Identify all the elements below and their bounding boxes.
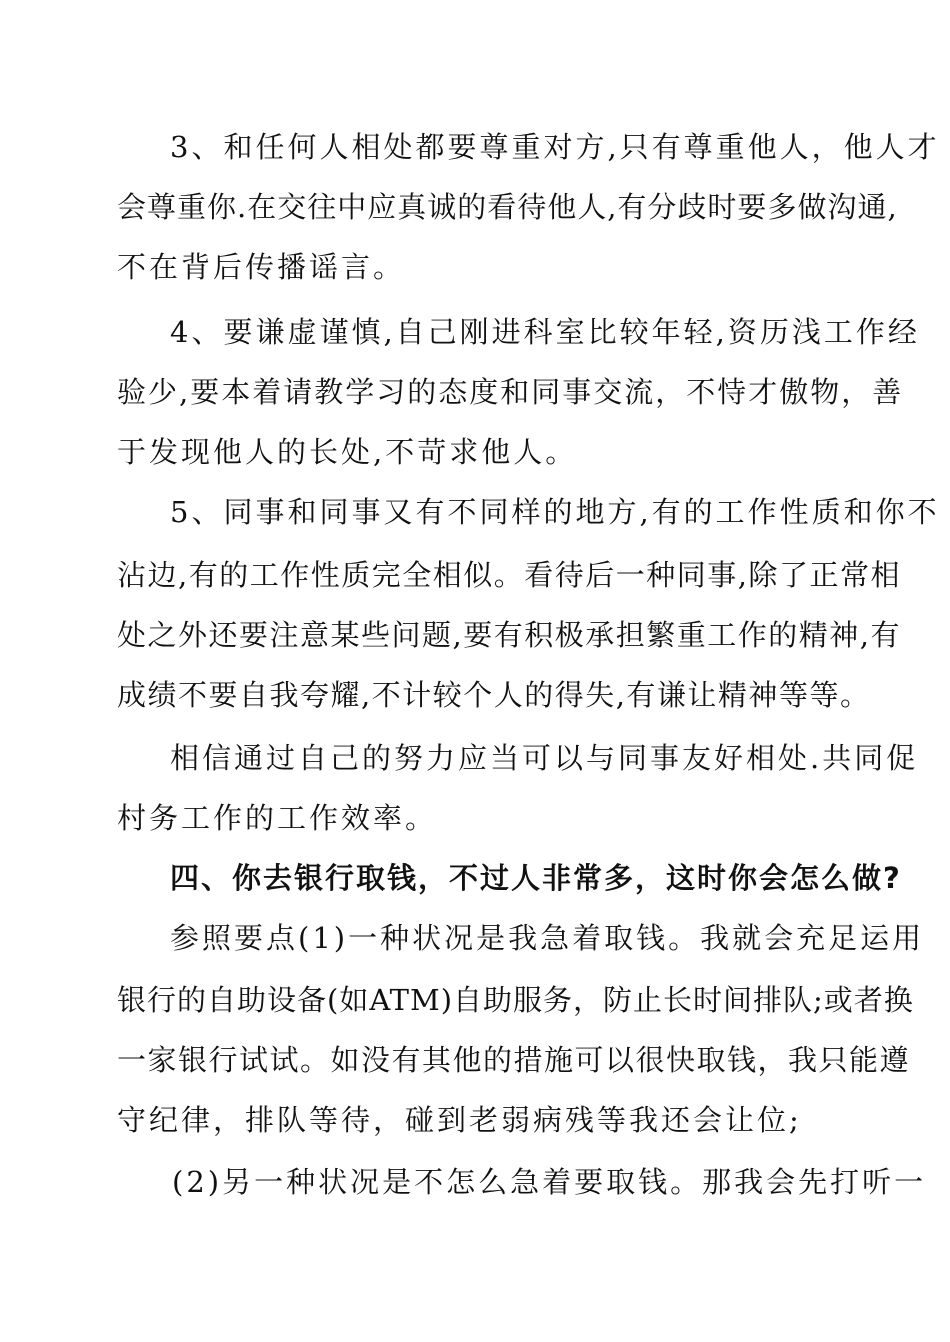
paragraph-closing-line-2: 村务工作的工作效率。 [117, 801, 438, 835]
paragraph-5-line-4: 成绩不要自我夸耀,不计较个人的得失,有谦让精神等等。 [117, 678, 871, 712]
answer-point-2-line-1: (2)另一种状况是不怎么急着要取钱。那我会先打听一 [172, 1165, 927, 1199]
paragraph-3-line-1: 3、和任何人相处都要尊重对方,只有尊重他人，他人才 [170, 130, 940, 164]
paragraph-5-line-1: 5、同事和同事又有不同样的地方,有的工作性质和你不 [170, 495, 940, 529]
answer-point-1-line-3: 一家银行试试。如没有其他的措施可以很快取钱，我只能遵 [117, 1043, 911, 1077]
paragraph-5-line-3: 处之外还要注意某些问题,要有积极承担繁重工作的精神,有 [117, 618, 901, 652]
paragraph-3-line-3: 不在背后传播谣言。 [117, 250, 406, 284]
paragraph-4-line-3: 于发现他人的长处,不苛求他人。 [117, 435, 578, 469]
question-4-heading: 四、你去银行取钱，不过人非常多，这时你会怎么做? [170, 861, 902, 895]
paragraph-4-line-2: 验少,要本着请教学习的态度和同事交流，不恃才傲物，善 [117, 375, 904, 409]
answer-point-1-line-2: 银行的自助设备(如ATM)自助服务，防止长时间排队;或者换 [117, 983, 914, 1017]
paragraph-4-line-1: 4、要谦虚谨慎,自己刚进科室比较年轻,资历浅工作经 [170, 315, 920, 349]
paragraph-closing-line-1: 相信通过自己的努力应当可以与同事友好相处.共同促 [170, 741, 919, 775]
answer-point-1-line-1: 参照要点(1)一种状况是我急着取钱。我就会充足运用 [170, 921, 925, 955]
paragraph-5-line-2: 沾边,有的工作性质完全相似。看待后一种同事,除了正常相 [117, 558, 901, 592]
paragraph-3-line-2: 会尊重你.在交往中应真诚的看待他人,有分歧时要多做沟通, [117, 190, 898, 224]
answer-point-1-line-4: 守纪律，排队等待，碰到老弱病残等我还会让位; [117, 1103, 802, 1137]
